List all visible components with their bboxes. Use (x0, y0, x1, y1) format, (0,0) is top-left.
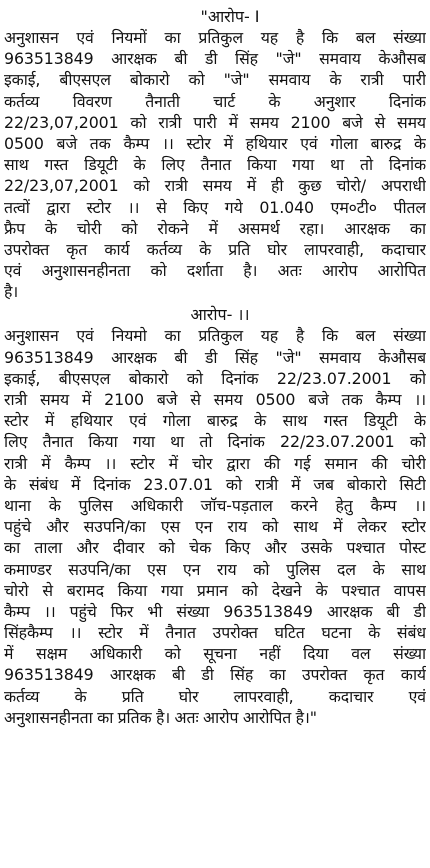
charge-1-heading: "आरोप- I (200, 7, 260, 26)
charge-2-line: इकाई, बीएसएल बोकारो को दिनांक 22/23.07.2001 को (4, 368, 426, 388)
charge-2-line: में सक्षम अधिकारी को सूचना नहीं दिया वल संख्या (4, 644, 426, 664)
charge-1-line: फ्रैप के चोरी को रोकने में असमर्थ रहा। आरक्षक का (4, 218, 426, 238)
charge-2-line: 963513849 आरक्षक बी डी सिंह "जे" समवाय केऔसब (4, 347, 426, 367)
charge-2-line: 963513849 आरक्षक बी डी सिंह का उपरोक्त कृत कार्य (4, 665, 426, 685)
charge-2-line: कमाण्डर सउपनि/का एस एन राय को पुलिस दल के साथ (4, 559, 426, 579)
charge-1-line: एवं अनुशासनहीनता को दर्शाता है। अतः आरोप आरोपित (4, 261, 426, 281)
charge-2-line: अनुशासनहीनता का प्रतिक है। अतः आरोप आरोपित है।" (4, 707, 317, 727)
charge-2-paragraph (4, 325, 426, 728)
charge-1-line: 22/23,07,2001 को रात्री पारी में समय 2100 बजे से समय (4, 112, 426, 132)
charge-2-line: कर्तव्य के प्रति घोर लापरवाही, कदाचार एवं (4, 686, 426, 706)
charge-2-line: रात्री समय में 2100 बजे से समय 0500 बजे तक कैम्प ।। (4, 390, 426, 409)
charge-2-line: थाना के पुलिस अधिकारी जॉच-पड़ताल करने हेतु कैम्प ।। (4, 495, 426, 515)
charge-1-paragraph (4, 27, 426, 302)
charge-2-line: के संबंध में दिनांक 23.07.01 को रात्री में जब बोकारो सिटी (4, 474, 426, 494)
charge-1-line: 22/23,07,2001 को रात्री समय में ही कुछ चोरो/ अपराधी (4, 176, 426, 196)
charge-2-line: अनुशासन एवं नियमो का प्रतिकुल यह है कि बल संख्या (4, 326, 426, 346)
charge-2-line: पहुंचे और सउपनि/का एस एन राय को साथ में लेकर स्टोर (4, 517, 426, 537)
charge-1-line: 0500 बजे तक कैम्प ।। स्टोर में हथियार एवं गोला बारुद्र के (4, 133, 426, 153)
charge-1-line: साथ गस्त डियूटी के लिए तैनात किया गया था तो दिनांक (4, 155, 426, 175)
charge-1-line: उपरोक्त कृत कार्य कर्तव्य के प्रति घोर लापरवाही, कदाचार (4, 239, 426, 259)
charge-1-line: अनुशासन एवं नियमों का प्रतिकुल यह है कि बल संख्या (4, 28, 426, 47)
charge-2-line: रात्री में कैम्प ।। स्टोर में चोर द्वारा की गई समान की चोरी (4, 453, 426, 473)
charge-1-line: 963513849 आरक्षक बी डी सिंह "जे" समवाय केऔसब (4, 49, 426, 69)
charge-1-line: तत्वों द्वारा स्टोर ।। से किए गये 01.040 एम०टी० पीतल (4, 197, 426, 217)
charge-2-line: का ताला और दीवार को चेक किए और उसके पश्चात पोस्ट (4, 538, 426, 558)
charge-2-heading: आरोप- ।। (190, 305, 250, 325)
charge-1-line: इकाई, बीएसएल बोकारो को "जे" समवाय के रात्री पारी (4, 70, 426, 90)
charge-1-line: है। (4, 282, 19, 302)
charge-1-line: कर्तव्य विवरण तैनाती चार्ट के अनुशार दिनांक (4, 91, 426, 111)
charge-2-line: सिंहकैम्प ।। स्टोर में तैनात उपरोक्त घटित घटना के संबंध (4, 623, 426, 643)
charge-2-line: चोरो से बरामद किया गया प्रमान को देखने के पश्चात वापस (4, 580, 426, 600)
charge-2-line: कैम्प ।। पहुंचे फिर भी संख्या 963513849 आरक्षक बी डी (4, 601, 426, 621)
charge-2-line: स्टोर में हथियार एवं गोला बारुद्र के साथ गस्त डियूटी के (4, 411, 426, 431)
charge-2-line: लिए तैनात किया गया था तो दिनांक 22/23.07.2001 को (4, 432, 426, 452)
